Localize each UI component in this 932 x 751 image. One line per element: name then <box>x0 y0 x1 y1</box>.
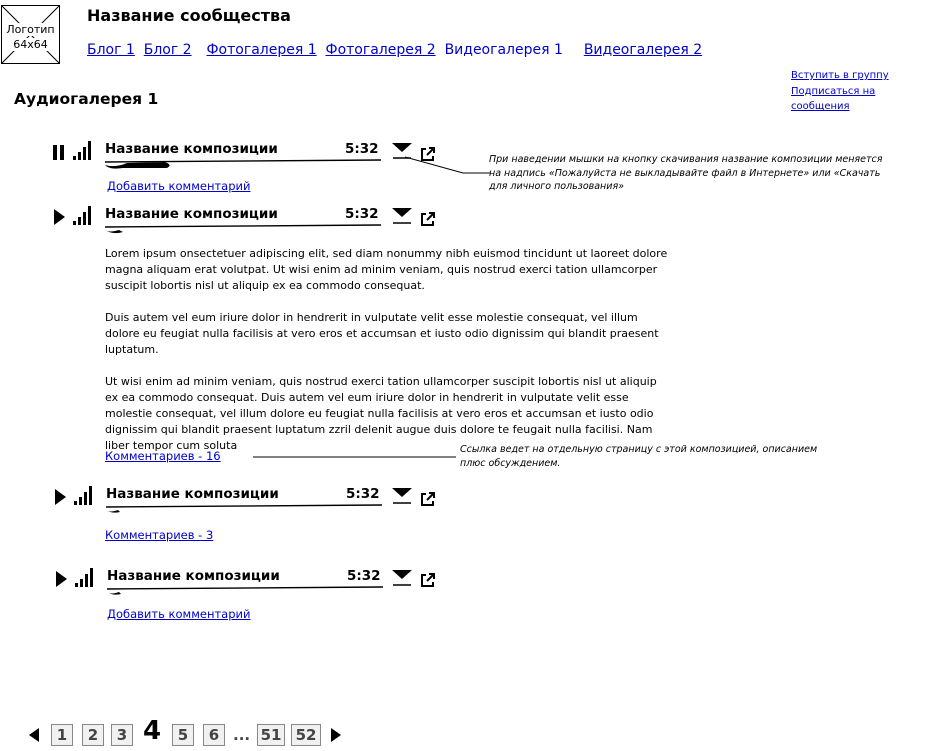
annotation-line <box>405 155 490 177</box>
volume-bars-icon[interactable] <box>72 206 94 226</box>
track-row <box>52 567 452 607</box>
download-icon[interactable] <box>391 207 413 225</box>
logo-text <box>2 22 59 52</box>
download-icon[interactable] <box>391 569 413 587</box>
pagination-ellipsis: ... <box>233 726 251 744</box>
page-button[interactable]: 52 <box>291 724 321 746</box>
progress-bar[interactable] <box>103 221 383 237</box>
page-title: Аудиогалерея 1 <box>14 90 159 108</box>
page-button[interactable]: 1 <box>51 724 73 746</box>
subscribe-link[interactable]: Подписаться на сообщения <box>791 85 876 112</box>
community-title: Название сообщества <box>87 6 291 25</box>
download-annotation: При наведении мышки на кнопку скачивания название композиции меняется на надпись «Пожалуйста не выкладывайте файл в Интернете» или «Скачать для личного пользования» <box>489 154 883 192</box>
track-title: Название композиции <box>105 141 278 157</box>
nav-video-gallery-1[interactable]: Видеогалерея 1 <box>444 42 563 58</box>
track-duration: 5:32 <box>346 486 380 502</box>
page-button[interactable]: 51 <box>257 724 285 746</box>
nav-blog-2[interactable]: Блог 2 <box>143 42 192 58</box>
add-comment-link[interactable]: Добавить комментарий <box>107 179 251 193</box>
logo-line1: Логотип <box>6 23 55 36</box>
page-button[interactable]: 5 <box>172 724 194 746</box>
nav-photo-gallery-1[interactable]: Фотогалерея 1 <box>206 42 317 58</box>
track-title: Название композиции <box>107 568 280 584</box>
page-button[interactable]: 2 <box>82 724 104 746</box>
description-paragraph: Lorem ipsum onsectetuer adipiscing elit, sed diam nonummy nibh euismod tincidunt ut laoreet dolore magna aliquam erat volutpat. Ut wisi enim ad minim veniam, quis nostrud exerci tation ullamcorper suscipit lobortis nisl ut aliquip ex ea commodo consequat. <box>105 247 668 292</box>
page-button[interactable]: 6 <box>203 724 225 746</box>
play-icon[interactable] <box>55 570 69 588</box>
track-duration: 5:32 <box>345 206 379 222</box>
comments-link[interactable]: Комментариев - 16 <box>105 449 221 463</box>
logo <box>1 5 60 64</box>
nav-blog-1[interactable]: Блог 1 <box>87 42 135 58</box>
play-icon[interactable] <box>53 208 67 226</box>
volume-bars-icon[interactable] <box>74 568 96 588</box>
next-page-icon[interactable] <box>330 727 342 743</box>
pagination <box>26 716 356 748</box>
add-comment-link[interactable]: Добавить комментарий <box>107 607 251 621</box>
page-button[interactable]: 3 <box>111 724 133 746</box>
external-link-icon[interactable] <box>420 211 436 227</box>
nav-photo-gallery-2[interactable]: Фотогалерея 2 <box>325 42 436 58</box>
volume-bars-icon[interactable] <box>72 141 94 161</box>
external-link-icon[interactable] <box>420 491 436 507</box>
group-actions <box>791 68 932 115</box>
track-row <box>51 485 451 525</box>
track-row <box>50 140 450 180</box>
main-nav <box>87 42 702 58</box>
nav-video-gallery-2[interactable]: Видеогалерея 2 <box>583 42 703 58</box>
description-paragraph: Duis autem vel eum iriure dolor in hendrerit in vulputate velit esse molestie consequat, vel illum dolore eu feugiat nulla facilisis at vero eros et accumsan et iusto odio dignissim qui blandit praesent luptatum. <box>105 311 659 356</box>
track-title: Название композиции <box>106 486 279 502</box>
join-group-link[interactable]: Вступить в группу <box>791 70 889 81</box>
track-description <box>105 246 670 454</box>
description-paragraph: Ut wisi enim ad minim veniam, quis nostrud exerci tation ullamcorper suscipit lobortis nisl ut aliquip ex ea commodo consequat. Duis autem vel eum iriure dolor in hendrerit in vulputate velit esse molestie consequat, vel illum dolore eu feugiat nulla facilisis at vero eros et accumsan et iusto odio dignissim qui blandit praesent luptatum zzril delenit augue duis dolore te feugait nulla facilisi. Nam liber tempor cum soluta <box>105 375 657 452</box>
comments-link[interactable]: Комментариев - 3 <box>105 528 214 542</box>
track-row <box>50 205 450 245</box>
volume-bars-icon[interactable] <box>73 486 95 506</box>
progress-bar[interactable] <box>103 156 383 172</box>
current-page: 4 <box>143 716 162 746</box>
play-icon[interactable] <box>54 488 68 506</box>
track-duration: 5:32 <box>345 141 379 157</box>
logo-line2: 64x64 <box>13 38 48 51</box>
progress-bar[interactable] <box>105 583 385 599</box>
external-link-icon[interactable] <box>420 572 436 588</box>
annotation-line <box>253 455 456 459</box>
pause-icon[interactable] <box>52 145 66 161</box>
prev-page-icon[interactable] <box>28 727 40 743</box>
track-duration: 5:32 <box>347 568 381 584</box>
progress-bar[interactable] <box>104 501 384 517</box>
comments-annotation: Ссылка ведет на отдельную страницу с этой композицией, описанием плюс обсуждением. <box>460 444 818 469</box>
download-icon[interactable] <box>391 487 413 505</box>
track-title: Название композиции <box>105 206 278 222</box>
